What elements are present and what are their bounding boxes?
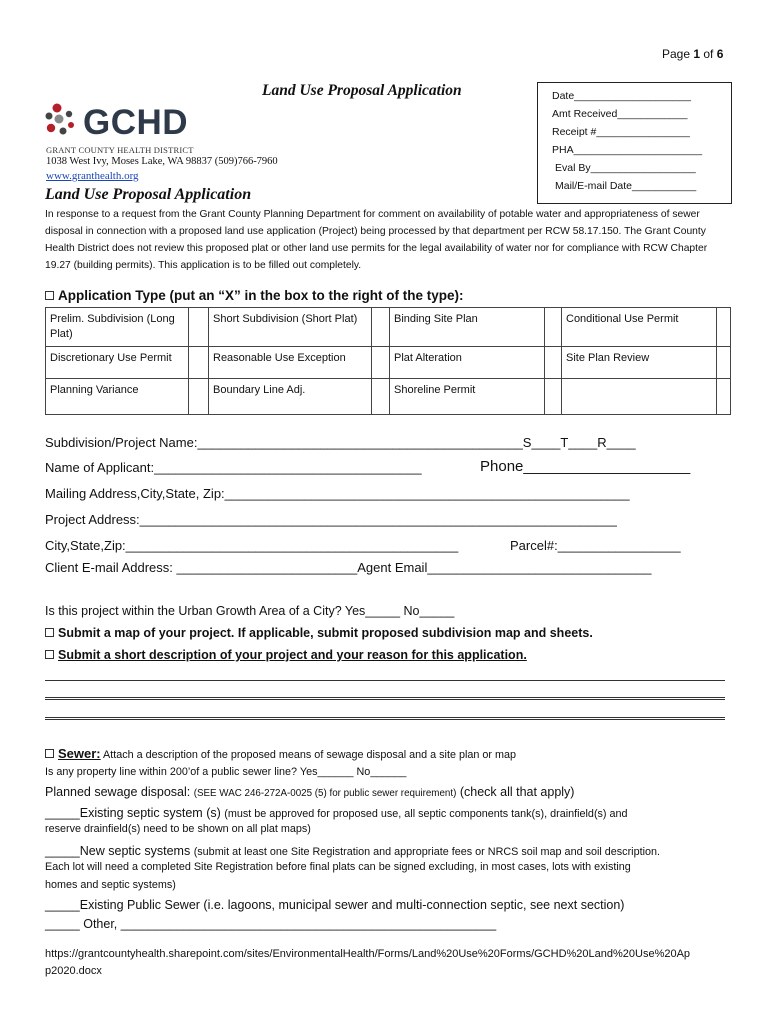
type-plat-alteration: Plat Alteration: [390, 347, 545, 379]
applicant-name-field[interactable]: Name of Applicant:_____________________________________: [45, 460, 422, 475]
type-checkbox-cell[interactable]: [545, 347, 562, 379]
type-checkbox-cell[interactable]: [189, 347, 209, 379]
type-checkbox-cell[interactable]: [545, 308, 562, 347]
header-title: Land Use Proposal Application: [262, 82, 462, 99]
city-state-zip-field[interactable]: City,State,Zip:______________________________________________: [45, 538, 459, 553]
type-boundary-line-adj: Boundary Line Adj.: [209, 379, 372, 415]
existing-public-sewer-option[interactable]: _____Existing Public Sewer (i.e. lagoons, municipal sewer and multi-connection septic, see next section): [45, 898, 625, 912]
office-amt-received-field[interactable]: Amt Received____________: [552, 108, 688, 120]
application-type-heading: Application Type (put an “X” in the box to the right of the type):: [45, 288, 463, 303]
existing-septic-option[interactable]: _____Existing septic system (s) (must be approved for proposed use, all septic components tank(s), drainfield(s) and: [45, 806, 628, 820]
submit-map-checkbox[interactable]: [45, 628, 54, 637]
email-field[interactable]: Client E-mail Address: _________________________Agent Email_______________________________: [45, 560, 652, 575]
submit-map-item: Submit a map of your project. If applicable, submit proposed subdivision map and sheets.: [45, 626, 593, 640]
type-checkbox-cell[interactable]: [189, 379, 209, 415]
mailing-address-field[interactable]: Mailing Address,City,State, Zip:________________________________________________________: [45, 486, 630, 501]
type-checkbox-cell[interactable]: [372, 379, 390, 415]
type-binding-site-plan: Binding Site Plan: [390, 308, 545, 347]
logo-subtitle: GRANT COUNTY HEALTH DISTRICT: [46, 145, 194, 155]
new-septic-option[interactable]: _____New septic systems (submit at least one Site Registration and appropriate fees or NRCS soil map and soil description.: [45, 844, 660, 858]
main-title: Land Use Proposal Application: [45, 186, 252, 203]
description-line[interactable]: [45, 680, 725, 681]
type-checkbox-cell[interactable]: [545, 379, 562, 415]
description-line[interactable]: [45, 717, 725, 718]
planned-sewage-disposal: Planned sewage disposal: (SEE WAC 246-272A-0025 (5) for public sewer requirement) (check all that apply): [45, 785, 575, 799]
application-type-table: [45, 307, 731, 415]
submit-description-checkbox[interactable]: [45, 650, 54, 659]
office-eval-by-field[interactable]: Eval By__________________: [555, 162, 696, 174]
type-empty-cell: [562, 379, 717, 415]
intro-paragraph: In response to a request from the Grant County Planning Department for comment on availability of potable water and appropriateness of sewer disposal in connection with a proposed land use application (Project) being processed by that department per RCW 58.17.150. The Grant County Health District does not review this proposed plat or other land use permits for the legal availability of water nor for compliance with RCW Chapter 19.27 (building permits). This application is to be filled out completely.: [45, 209, 708, 271]
description-line: [45, 699, 725, 700]
type-discretionary-use-permit: Discretionary Use Permit: [46, 347, 189, 379]
page-number: Page 1 of 6: [662, 47, 724, 61]
office-pha-field[interactable]: PHA______________________: [552, 144, 703, 156]
office-mail-date-field[interactable]: Mail/E-mail Date___________: [555, 180, 697, 192]
description-line[interactable]: [45, 697, 725, 698]
phone-field[interactable]: Phone____________________: [480, 458, 691, 475]
website-link[interactable]: www.granthealth.org: [46, 170, 139, 182]
new-septic-note-end: homes and septic systems): [45, 879, 176, 891]
type-reasonable-use-exception: Reasonable Use Exception: [209, 347, 372, 379]
subdivision-project-name-field[interactable]: Subdivision/Project Name:_____________________________________________S____T____R____: [45, 435, 636, 450]
type-site-plan-review: Site Plan Review: [562, 347, 717, 379]
type-planning-variance: Planning Variance: [46, 379, 189, 415]
type-checkbox-cell[interactable]: [717, 347, 731, 379]
district-address: 1038 West Ivy, Moses Lake, WA 98837 (509)766-7960: [46, 156, 278, 167]
type-conditional-use-permit: Conditional Use Permit: [562, 308, 717, 347]
type-checkbox-cell[interactable]: [717, 308, 731, 347]
type-shoreline-permit: Shoreline Permit: [390, 379, 545, 415]
new-septic-note: Each lot will need a completed Site Registration before final plats can be signed excluding, in most cases, lots with existing: [45, 861, 631, 873]
type-checkbox-cell[interactable]: [717, 379, 731, 415]
logo-dots-icon: [45, 102, 85, 142]
type-short-subdivision: Short Subdivision (Short Plat): [209, 308, 372, 347]
parcel-number-field[interactable]: Parcel#:_________________: [510, 538, 681, 553]
urban-growth-question[interactable]: Is this project within the Urban Growth Area of a City? Yes_____ No_____: [45, 604, 455, 618]
type-checkbox-cell[interactable]: [189, 308, 209, 347]
office-use-box: [537, 82, 732, 204]
logo-wordmark: GCHD: [83, 103, 189, 142]
office-receipt-field[interactable]: Receipt #________________: [552, 126, 690, 138]
application-type-checkbox[interactable]: [45, 291, 54, 300]
sewer-checkbox[interactable]: [45, 749, 54, 758]
type-checkbox-cell[interactable]: [372, 308, 390, 347]
submit-description-item: Submit a short description of your project and your reason for this application.: [45, 648, 527, 662]
project-address-field[interactable]: Project Address:__________________________________________________________________: [45, 512, 617, 527]
type-prelim-subdivision: Prelim. Subdivision (Long Plat): [46, 308, 189, 347]
sewer-heading: Sewer: Attach a description of the proposed means of sewage disposal and a site plan or map: [45, 745, 516, 763]
office-date-field[interactable]: Date____________________: [552, 90, 691, 102]
other-sewage-option[interactable]: _____ Other, ______________________________________________________: [45, 917, 497, 931]
sewer-property-line-question[interactable]: Is any property line within 200’of a public sewer line? Yes______ No______: [45, 766, 407, 778]
footer-file-path: https://grantcountyhealth.sharepoint.com/sites/EnvironmentalHealth/Forms/Land%20Use%20Forms/GCHD%20Land%20Use%20Ap p2020.docx: [45, 948, 691, 977]
description-line: [45, 719, 725, 720]
existing-septic-note: reserve drainfield(s) need to be shown on all plat maps): [45, 823, 311, 835]
type-checkbox-cell[interactable]: [372, 347, 390, 379]
